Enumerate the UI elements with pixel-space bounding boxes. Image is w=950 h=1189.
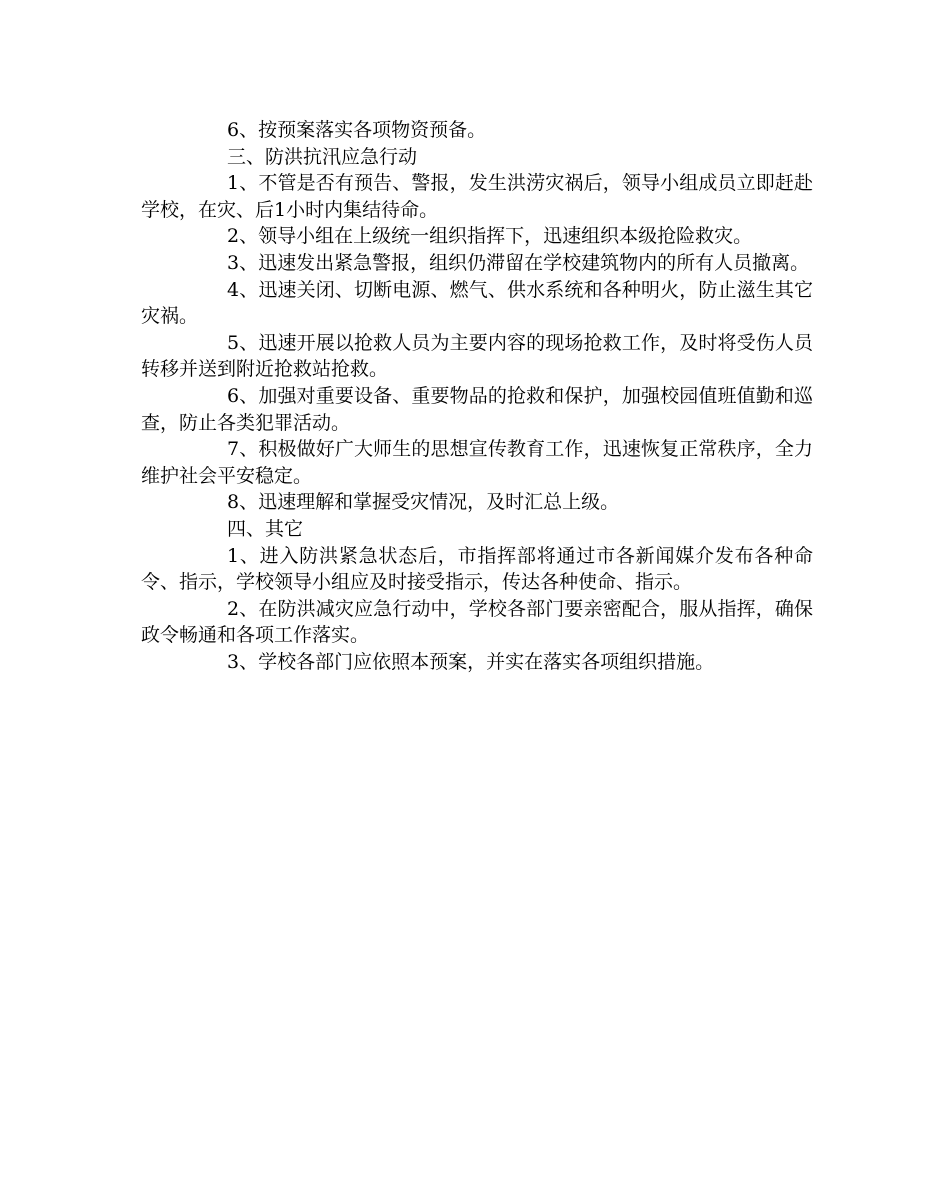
section-heading-emergency-action: 三、防洪抗汛应急行动 [227,145,418,168]
paragraph-action-1: 1、不管是否有预告、警报，发生洪涝灾祸后，领导小组成员立即赶赴学校，在灾、后1小时内集结待命。 [141,172,813,221]
paragraph-action-7: 7、积极做好广大师生的思想宣传教育工作，迅速恢复正常秩序，全力维护社会平安稳定。 [141,438,813,487]
section-heading-other: 四、其它 [227,517,304,540]
paragraph-action-4: 4、迅速关闭、切断电源、燃气、供水系统和各种明火，防止滋生其它灾祸。 [141,278,813,328]
paragraph-other-1: 1、进入防洪紧急状态后，市指挥部将通过市各新闻媒介发布各种命令、指示，学校领导小组应及时接受指示，传达各种使命、指示。 [141,544,813,594]
paragraph-other-3: 3、学校各部门应依照本预案，并实在落实各项组织措施。 [227,650,715,673]
paragraph-action-8: 8、迅速理解和掌握受灾情况，及时汇总上级。 [227,491,620,514]
paragraph-action-5: 5、迅速开展以抢救人员为主要内容的现场抢救工作，及时将受伤人员转移并送到附近抢救站抢救。 [141,331,813,381]
document-body [141,117,813,675]
paragraph-materials-prep: 6、按预案落实各项物资预备。 [227,119,487,141]
paragraph-action-6: 6、加强对重要设备、重要物品的抢救和保护，加强校园值班值勤和巡查，防止各类犯罪活动。 [141,384,813,434]
paragraph-other-2: 2、在防洪减灾应急行动中，学校各部门要亲密配合，服从指挥，确保政令畅通和各项工作落实。 [141,597,813,647]
paragraph-action-2: 2、领导小组在上级统一组织指挥下，迅速组织本级抢险救灾。 [227,225,753,248]
paragraph-action-3: 3、迅速发出紧急警报，组织仍滞留在学校建筑物内的所有人员撤离。 [227,251,810,274]
